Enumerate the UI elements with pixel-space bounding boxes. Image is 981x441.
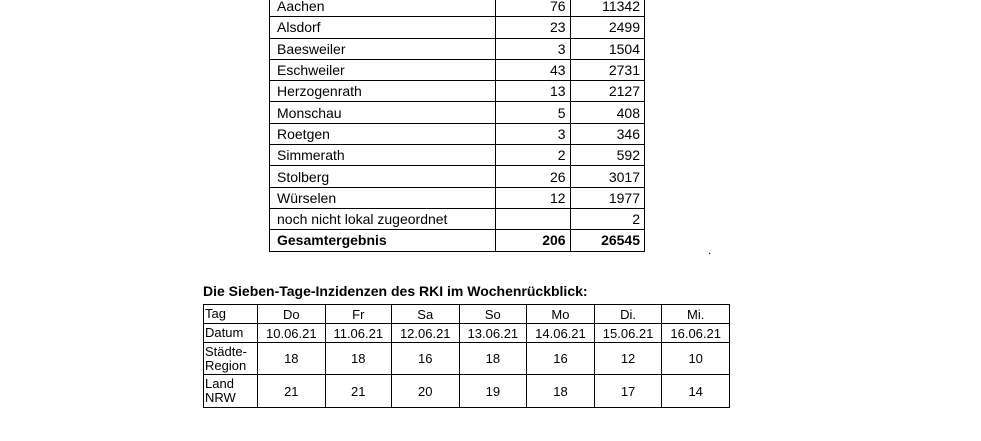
region-value-cell: 18 xyxy=(325,343,391,375)
new-cases-cell: 3 xyxy=(496,38,570,59)
total-cases-cell: 11342 xyxy=(570,0,644,17)
city-name-cell: Roetgen xyxy=(270,123,496,144)
date-cell: 15.06.21 xyxy=(594,324,662,343)
new-cases-cell xyxy=(496,208,570,229)
city-name-cell: Gesamtergebnis xyxy=(270,230,496,251)
city-name-cell: Monschau xyxy=(270,102,496,123)
cases-table-row xyxy=(270,145,645,166)
cases-table-row xyxy=(270,123,645,144)
total-cases-cell: 346 xyxy=(570,123,644,144)
new-cases-cell: 26 xyxy=(496,166,570,187)
incidence-heading: Die Sieben-Tage-Inzidenzen des RKI im Wochenrückblick: xyxy=(203,283,588,299)
region-value-cell: 16 xyxy=(391,343,459,375)
incidence-table xyxy=(203,304,730,408)
new-cases-cell: 206 xyxy=(496,230,570,251)
region-label: Städte-Region xyxy=(204,343,258,375)
total-cases-cell: 1977 xyxy=(570,187,644,208)
day-cell: So xyxy=(459,305,527,324)
date-cell: 16.06.21 xyxy=(662,324,730,343)
new-cases-cell: 13 xyxy=(496,81,570,102)
new-cases-cell: 23 xyxy=(496,17,570,38)
date-cell: 10.06.21 xyxy=(258,324,326,343)
cases-table-row xyxy=(270,230,645,251)
day-cell: Mi. xyxy=(662,305,730,324)
cases-table-row xyxy=(270,187,645,208)
date-cell: 11.06.21 xyxy=(325,324,391,343)
nrw-value-cell: 20 xyxy=(391,375,459,408)
city-name-cell: Simmerath xyxy=(270,145,496,166)
total-cases-cell: 408 xyxy=(570,102,644,123)
region-value-cell: 18 xyxy=(258,343,326,375)
cases-table-row xyxy=(270,38,645,59)
nrw-value-cell: 17 xyxy=(594,375,662,408)
day-label: Tag xyxy=(204,305,258,324)
nrw-value-cell: 21 xyxy=(258,375,326,408)
nrw-value-cell: 19 xyxy=(459,375,527,408)
city-name-cell: Baesweiler xyxy=(270,38,496,59)
new-cases-cell: 43 xyxy=(496,59,570,80)
date-cell: 14.06.21 xyxy=(527,324,595,343)
cases-table-row xyxy=(270,17,645,38)
nrw-label: Land NRW xyxy=(204,375,258,408)
city-name-cell: Eschweiler xyxy=(270,59,496,80)
city-name-cell: noch nicht lokal zugeordnet xyxy=(270,208,496,229)
total-cases-cell: 2499 xyxy=(570,17,644,38)
city-name-cell: Würselen xyxy=(270,187,496,208)
day-cell: Do xyxy=(258,305,326,324)
cases-table-row xyxy=(270,59,645,80)
region-value-cell: 18 xyxy=(459,343,527,375)
total-cases-cell: 26545 xyxy=(570,230,644,251)
incidence-day-row xyxy=(204,305,730,324)
date-cell: 12.06.21 xyxy=(391,324,459,343)
new-cases-cell: 12 xyxy=(496,187,570,208)
total-cases-cell: 2731 xyxy=(570,59,644,80)
new-cases-cell: 76 xyxy=(496,0,570,17)
cases-table-row xyxy=(270,102,645,123)
nrw-value-cell: 14 xyxy=(662,375,730,408)
date-label: Datum xyxy=(204,324,258,343)
cases-table xyxy=(269,0,645,252)
incidence-nrw-row xyxy=(204,375,730,408)
new-cases-cell: 2 xyxy=(496,145,570,166)
city-name-cell: Herzogenrath xyxy=(270,81,496,102)
nrw-value-cell: 18 xyxy=(527,375,595,408)
day-cell: Fr xyxy=(325,305,391,324)
region-value-cell: 16 xyxy=(527,343,595,375)
total-cases-cell: 592 xyxy=(570,145,644,166)
total-cases-cell: 2127 xyxy=(570,81,644,102)
city-name-cell: Alsdorf xyxy=(270,17,496,38)
date-cell: 13.06.21 xyxy=(459,324,527,343)
cases-table-row xyxy=(270,208,645,229)
cases-table-row xyxy=(270,81,645,102)
new-cases-cell: 5 xyxy=(496,102,570,123)
city-name-cell: Aachen xyxy=(270,0,496,17)
total-cases-cell: 1504 xyxy=(570,38,644,59)
day-cell: Sa xyxy=(391,305,459,324)
cases-table-row xyxy=(270,0,645,17)
city-name-cell: Stolberg xyxy=(270,166,496,187)
region-value-cell: 12 xyxy=(594,343,662,375)
region-value-cell: 10 xyxy=(662,343,730,375)
incidence-region-row xyxy=(204,343,730,375)
day-cell: Di. xyxy=(594,305,662,324)
day-cell: Mo xyxy=(527,305,595,324)
total-cases-cell: 2 xyxy=(570,208,644,229)
new-cases-cell: 3 xyxy=(496,123,570,144)
cases-table-row xyxy=(270,166,645,187)
incidence-date-row xyxy=(204,324,730,343)
nrw-value-cell: 21 xyxy=(325,375,391,408)
dot-mark: . xyxy=(708,243,712,257)
total-cases-cell: 3017 xyxy=(570,166,644,187)
